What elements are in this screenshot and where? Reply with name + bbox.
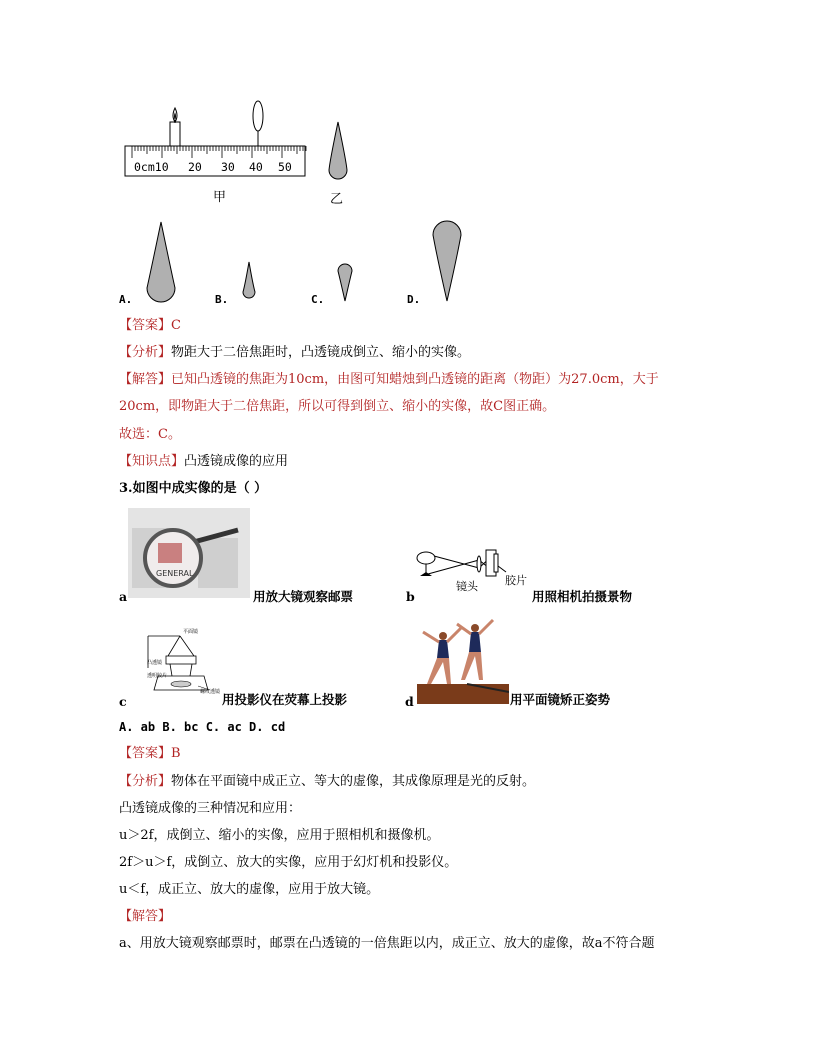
option-a-shape xyxy=(143,220,179,304)
q2-solution-cont: 20cm，即物距大于二倍焦距，所以可得到倒立、缩小的实像，故C图正确。 xyxy=(119,399,556,414)
option-d-shape xyxy=(430,217,464,303)
fig-c-film-label: 透明胶片 xyxy=(147,673,168,679)
fig-b-film-label: 胶片 xyxy=(505,574,527,587)
gymnast-mirror-photo xyxy=(417,614,509,704)
option-c-shape xyxy=(335,261,355,303)
label-yi: 乙 xyxy=(330,192,344,207)
q3-case-2: 2f＞u＞f，成倒立、放大的实像，应用于幻灯机和投影仪。 xyxy=(119,855,458,870)
image-yi-shape xyxy=(326,120,350,182)
q2-answer: 【答案】C xyxy=(119,318,181,333)
q2-knowledge: 【知识点】凸透镜成像的应用 xyxy=(119,454,289,469)
fig-a-letter: a xyxy=(119,589,128,604)
q3-case-1: u＞2f，成倒立、缩小的实像，应用于照相机和摄像机。 xyxy=(119,828,440,843)
q2-solution: 【解答】已知凸透镜的焦距为10cm，由图可知蜡烛到凸透镜的距离（物距）为27.0cm，大于 xyxy=(119,372,659,387)
q3-solution-a: a、用放大镜观察邮票时，邮票在凸透镜的一倍焦距以内，成正立、放大的虚像，故a不符合题 xyxy=(119,936,655,951)
fig-c-mirror-label: 平面镜 xyxy=(183,629,199,635)
q3-choices: A. ab B. bc C. ac D. cd xyxy=(119,720,286,734)
q3-cases-title: 凸透镜成像的三种情况和应用： xyxy=(119,801,302,816)
q3-answer: 【答案】B xyxy=(119,746,181,761)
option-c-label: C. xyxy=(311,293,325,306)
svg-text:GENERAL: GENERAL xyxy=(156,569,194,578)
fig-c-screen-label: 螺纹透镜 xyxy=(200,689,221,695)
q3-solution-tag: 【解答】 xyxy=(119,909,172,924)
fig-b-caption: 用照相机拍摄景物 xyxy=(532,589,633,604)
fig-a-caption: 用放大镜观察邮票 xyxy=(253,589,354,604)
fig-b-letter: b xyxy=(406,589,415,604)
option-d-label: D. xyxy=(407,293,421,306)
magnifier-photo xyxy=(128,508,250,598)
fig-c-letter: c xyxy=(119,694,127,709)
lens-icon xyxy=(253,101,263,131)
candle-icon xyxy=(170,108,180,146)
q2-choose: 故选：C。 xyxy=(119,427,181,442)
option-b-label: B. xyxy=(215,293,229,306)
option-b-shape xyxy=(240,261,258,301)
fig-d-caption: 用平面镜矫正姿势 xyxy=(510,692,611,707)
fig-d-letter: d xyxy=(405,694,414,709)
fig-c-lens-label: 凸透镜 xyxy=(147,660,163,666)
q3-analysis: 【分析】物体在平面镜中成正立、等大的虚像，其成像原理是光的反射。 xyxy=(119,774,536,789)
label-jia: 甲 xyxy=(213,190,227,205)
q3-title: 3.如图中成实像的是（ ） xyxy=(119,481,268,496)
q2-analysis: 【分析】物距大于二倍焦距时，凸透镜成倒立、缩小的实像。 xyxy=(119,345,471,360)
fig-b-lens-label: 镜头 xyxy=(456,580,478,593)
fig-c-caption: 用投影仪在荧幕上投影 xyxy=(222,692,348,707)
option-a-label: A. xyxy=(119,293,133,306)
q3-case-3: u＜f，成正立、放大的虚像，应用于放大镜。 xyxy=(119,882,380,897)
